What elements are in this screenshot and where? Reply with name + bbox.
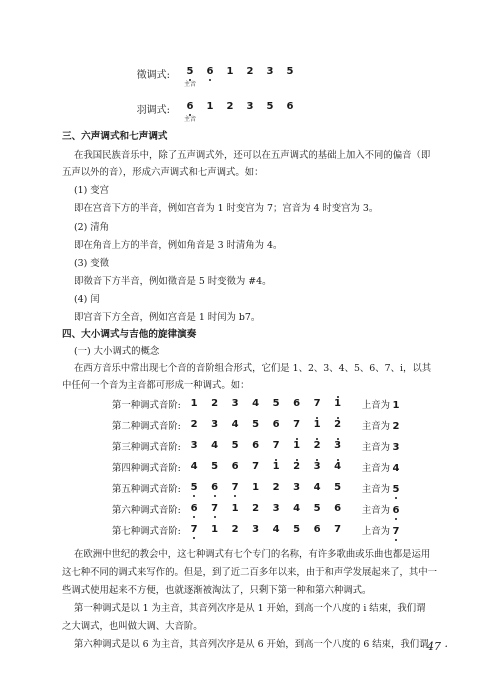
- mode-label: 徵调式:: [136, 70, 170, 81]
- tonic-text: 主音为: [361, 462, 390, 474]
- item-text: 即徵音下方半音，例如徵音是 5 时变徵为 #4。: [74, 276, 272, 287]
- note: [240, 101, 260, 112]
- scale-tonic: [362, 439, 402, 453]
- mode-row: [128, 66, 300, 88]
- scale-name: 第一种调式音阶:: [112, 399, 181, 411]
- note: 7: [293, 419, 301, 430]
- note: 1: [266, 461, 287, 472]
- note: 2: [307, 440, 328, 451]
- note: 1: [211, 524, 219, 535]
- note: 5: [293, 524, 301, 535]
- note: 1: [231, 503, 239, 514]
- note: 7: [184, 524, 205, 535]
- note-value: 6: [206, 66, 214, 77]
- section-heading-4: 四、大小调式与吉他的旋律演奏: [62, 329, 197, 340]
- tonic-text: 上音为: [361, 399, 390, 411]
- note: 2: [327, 419, 348, 430]
- mode-row: [128, 101, 300, 123]
- tonic-note: 5: [390, 484, 402, 495]
- item-text: 即在宫音下方的半音，例如宫音为 1 时变宫为 7；宫音为 4 时变宫为 3。: [74, 203, 379, 214]
- note-value: 2: [246, 66, 254, 77]
- note: [200, 101, 220, 112]
- note: 3: [231, 398, 239, 409]
- note: 2: [252, 503, 260, 514]
- scale-row: [112, 393, 402, 414]
- scale-tonic: [362, 460, 402, 474]
- scale-row: [112, 519, 402, 540]
- tonic-label: 主音: [183, 116, 196, 123]
- scale-row: [112, 414, 402, 435]
- note-value: 1: [206, 101, 214, 112]
- scale-row: [112, 498, 402, 519]
- note: 4: [231, 419, 239, 430]
- scale-name: 第三种调式音阶:: [112, 441, 181, 453]
- note: 3: [307, 461, 328, 472]
- note: 6: [313, 524, 321, 535]
- note: [260, 66, 280, 77]
- note: 1: [286, 440, 307, 451]
- note: [280, 66, 300, 77]
- note-value: 1: [226, 66, 234, 77]
- tonic-text: 主音为: [361, 420, 390, 432]
- note: 4: [272, 524, 280, 535]
- note: 3: [272, 503, 280, 514]
- paragraph-line: 些调式使用起来不方便，也就逐渐被淘汰了，只剩下第一种和第六种调式。: [62, 585, 372, 596]
- note: 4: [327, 461, 348, 472]
- note-value: 6: [286, 101, 294, 112]
- paragraph-line: 在西方音乐中常出现七个音的音阶组合形式，它们是 1、2、3、4、5、6、7、i，以其: [74, 363, 432, 374]
- note: 5: [184, 482, 205, 493]
- scale-notes: [184, 503, 348, 514]
- scale-table: [112, 393, 402, 540]
- note-value: 3: [266, 66, 274, 77]
- note-value: 5: [186, 66, 194, 77]
- note: [200, 66, 220, 77]
- tonic-note: 2: [392, 420, 400, 432]
- note: 2: [211, 398, 219, 409]
- note: [220, 101, 240, 112]
- scale-tonic: [362, 481, 402, 495]
- note: 6: [252, 440, 260, 451]
- note: 4: [211, 440, 219, 451]
- scale-tonic: [362, 523, 402, 537]
- section-heading-3: 三、六声调式和七声调式: [62, 131, 168, 142]
- note: [220, 66, 240, 77]
- tonic-label: 主音: [183, 81, 196, 88]
- note: 3: [211, 419, 219, 430]
- note: [180, 101, 200, 123]
- tonic-note: 7: [390, 526, 402, 537]
- subsection-heading: (一) 大小调式的概念: [74, 346, 160, 357]
- item-heading: (2) 清角: [74, 222, 110, 233]
- scale-name: 第五种调式音阶:: [112, 483, 181, 495]
- note: 7: [334, 524, 342, 535]
- note: 6: [184, 503, 205, 514]
- note: 3: [190, 440, 198, 451]
- note: 2: [272, 482, 280, 493]
- note: 4: [252, 398, 260, 409]
- note: 6: [204, 482, 225, 493]
- note: 6: [272, 419, 280, 430]
- note: 3: [252, 524, 260, 535]
- note: 1: [327, 398, 348, 409]
- note-value: 6: [186, 101, 194, 112]
- tonic-text: 主音为: [361, 441, 390, 453]
- note-value: 5: [266, 101, 274, 112]
- scale-name: 第七种调式音阶:: [112, 525, 181, 537]
- tonic-text: 上音为: [361, 525, 390, 537]
- note: [180, 66, 200, 88]
- note-value: 2: [226, 101, 234, 112]
- scale-notes: [184, 482, 348, 493]
- scale-notes: [184, 524, 348, 535]
- page-number: · 47 ·: [420, 640, 448, 653]
- note: [280, 101, 300, 112]
- item-heading: (1) 变宫: [74, 185, 110, 196]
- scale-tonic: [362, 418, 402, 432]
- scale-tonic: [362, 502, 402, 516]
- paragraph-line: 第六种调式是以 6 为主音，其音列次序是从 6 开始，到高一个八度的 6 结束，我们谓: [74, 639, 429, 650]
- item-text: 即在角音上方的半音，例如角音是 3 时清角为 4。: [74, 240, 283, 251]
- scale-row: [112, 477, 402, 498]
- scale-notes: [184, 419, 348, 430]
- note-value: 3: [246, 101, 254, 112]
- scale-row: [112, 456, 402, 477]
- item-text: 即宫音下方全音，例如宫音是 1 时闰为 b7。: [74, 312, 261, 323]
- note: 6: [231, 461, 239, 472]
- tonic-note: 6: [390, 505, 402, 516]
- note: 7: [272, 440, 280, 451]
- mode-notes: [180, 101, 300, 123]
- note: 5: [211, 461, 219, 472]
- mode-notes: [180, 66, 300, 88]
- note: 5: [231, 440, 239, 451]
- scale-row: [112, 435, 402, 456]
- note: 2: [286, 461, 307, 472]
- note: 3: [327, 440, 348, 451]
- tonic-text: 主音为: [361, 483, 390, 495]
- paragraph-line: 五声以外的音），形成六声调式和七声调式。如：: [62, 167, 264, 178]
- paragraph-line: 中任何一个音为主音都可形成一种调式。如：: [62, 380, 250, 391]
- item-heading: (4) 闰: [74, 294, 100, 305]
- scale-notes: [184, 440, 348, 451]
- mode-label: 羽调式:: [136, 105, 170, 116]
- note: 5: [272, 398, 280, 409]
- scale-tonic: [362, 397, 402, 411]
- note: 1: [307, 419, 328, 430]
- scale-name: 第六种调式音阶:: [112, 504, 181, 516]
- note: 6: [334, 503, 342, 514]
- note: 2: [190, 419, 198, 430]
- note: 4: [293, 503, 301, 514]
- tonic-note: 3: [392, 441, 400, 453]
- tonic-note: 1: [392, 399, 400, 411]
- note: 6: [293, 398, 301, 409]
- item-heading: (3) 变徵: [74, 258, 110, 269]
- paragraph-line: 在我国民族音乐中，除了五声调式外，还可以在五声调式的基础上加入不同的偏音（即: [74, 150, 431, 161]
- note: 1: [190, 398, 198, 409]
- note: 7: [313, 398, 321, 409]
- note: 2: [231, 524, 239, 535]
- scale-notes: [184, 398, 348, 409]
- scale-name: 第四种调式音阶:: [112, 462, 181, 474]
- tonic-note: 4: [392, 462, 400, 474]
- note: 5: [252, 419, 260, 430]
- paragraph-line: 在欧洲中世纪的教会中，这七种调式有七个专门的名称，有许多歌曲或乐曲也都是运用: [74, 549, 431, 560]
- scale-name: 第二种调式音阶:: [112, 420, 181, 432]
- note: 4: [190, 461, 198, 472]
- note-value: 5: [286, 66, 294, 77]
- note: 5: [313, 503, 321, 514]
- scale-notes: [184, 461, 348, 472]
- note: 5: [334, 482, 342, 493]
- note: [260, 101, 280, 112]
- note: 7: [225, 482, 246, 493]
- tonic-text: 主音为: [361, 504, 390, 516]
- note: 3: [293, 482, 301, 493]
- note: [240, 66, 260, 77]
- paragraph-line: 之大调式，也叫做大调、大音阶。: [62, 621, 203, 632]
- note: 7: [252, 461, 260, 472]
- paragraph-line: 这七种不同的调式来写作的。但是，到了近二百多年以来，由于和声学发展起来了，其中一: [62, 567, 438, 578]
- note: 1: [252, 482, 260, 493]
- paragraph-line: 第一种调式是以 1 为主音，其音列次序是从 1 开始，到高一个八度的 i 结束，我们谓: [74, 603, 426, 614]
- note: 4: [313, 482, 321, 493]
- note: 7: [204, 503, 225, 514]
